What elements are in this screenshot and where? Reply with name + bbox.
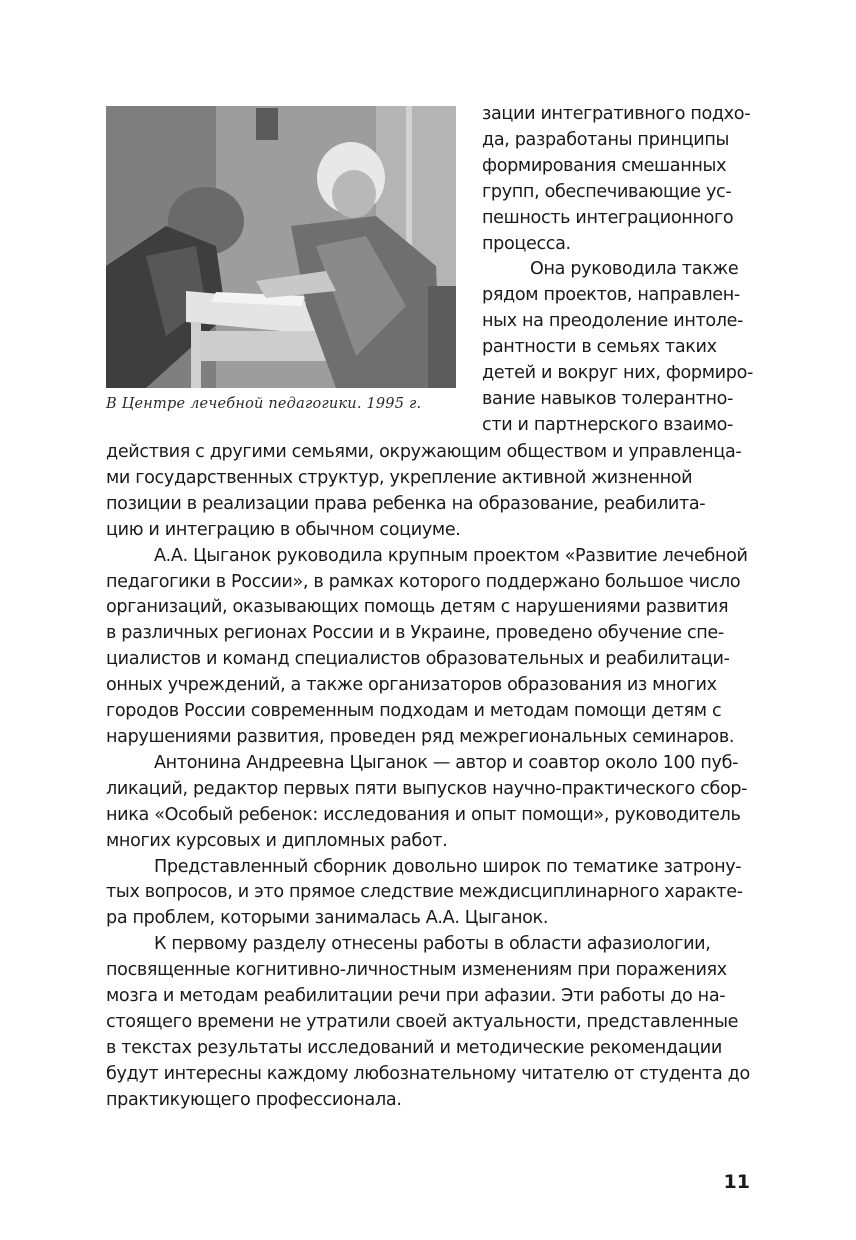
figure-photo [106,106,456,388]
text-line: позиции в реализации права ребенка на образование, реабилита- [106,493,706,514]
text-line: Она руководила также [530,259,739,280]
text-line: нарушениями развития, проведен ряд межрегиональных семинаров. [106,726,735,747]
text-line: рантности в семьях таких [482,337,717,358]
text-line: ных на преодоление интоле- [482,311,744,332]
text-line: формирования смешанных [482,155,727,176]
text-line: онных учреждений, а также организаторов образования из многих [106,675,717,696]
text-line: городов России современным подходам и методам помощи детям с [106,701,722,722]
main-text-column [106,440,750,1114]
text-line: А.А. Цыганок руководила крупным проектом «Развитие лечебной [154,545,748,566]
text-line: ликаций, редактор первых пяти выпусков научно-практического сбор- [106,778,748,799]
text-line: К первому разделу отнесены работы в области афазиологии, [154,934,711,955]
figure-caption: В Центре лечебной педагогики. 1995 г. [106,396,422,412]
text-line: зации интегративного подхо- [482,104,751,124]
text-line: сти и партнерского взаимо- [482,414,734,435]
side-text-column [482,102,753,439]
text-line: мозга и методам реабилитации речи при афазии. Эти работы до на- [106,986,726,1007]
text-line: стоящего времени не утратили своей актуальности, представленные [106,1011,739,1032]
text-line: будут интересны каждому любознательному читателю от студента до [106,1063,750,1084]
text-line: организаций, оказывающих помощь детям с нарушениями развития [106,597,729,618]
text-line: цию и интеграцию в обычном социуме. [106,519,461,540]
text-line: процесса. [482,233,571,254]
text-line: в различных регионах России и в Украине, проведено обучение спе- [106,623,724,644]
text-line: пешность интеграционного [482,207,734,228]
text-line: Антонина Андреевна Цыганок — автор и соавтор около 100 пуб- [154,752,739,773]
text-line: практикующего профессионала. [106,1089,402,1110]
text-line: ника «Особый ребенок: исследования и опыт помощи», руководитель [106,804,741,825]
text-line: групп, обеспечивающие ус- [482,181,732,202]
text-line: многих курсовых и дипломных работ. [106,830,448,851]
text-line: педагогики в России», в рамках которого поддержано большое число [106,571,741,592]
text-line: вание навыков толерантно- [482,388,734,409]
text-line: да, разработаны принципы [482,129,730,150]
text-line: действия с другими семьями, окружающим обществом и управленца- [106,442,742,462]
text-line: детей и вокруг них, формиро- [482,363,753,384]
photo-illustration [106,106,456,388]
text-line: ми государственных структур, укрепление активной жизненной [106,467,693,488]
text-line: Представленный сборник довольно широк по тематике затрону- [154,856,742,877]
text-line: в текстах результаты исследований и методические рекомендации [106,1037,722,1058]
text-line: ра проблем, которыми занималась А.А. Цыганок. [106,908,549,929]
page-number: 11 [723,1171,750,1193]
text-line: посвященные когнитивно-личностным изменениям при поражениях [106,960,727,981]
text-line: тых вопросов, и это прямое следствие междисциплинарного характе- [106,882,743,903]
text-line: рядом проектов, направлен- [482,285,740,306]
text-line: циалистов и команд специалистов образовательных и реабилитаци- [106,649,730,670]
